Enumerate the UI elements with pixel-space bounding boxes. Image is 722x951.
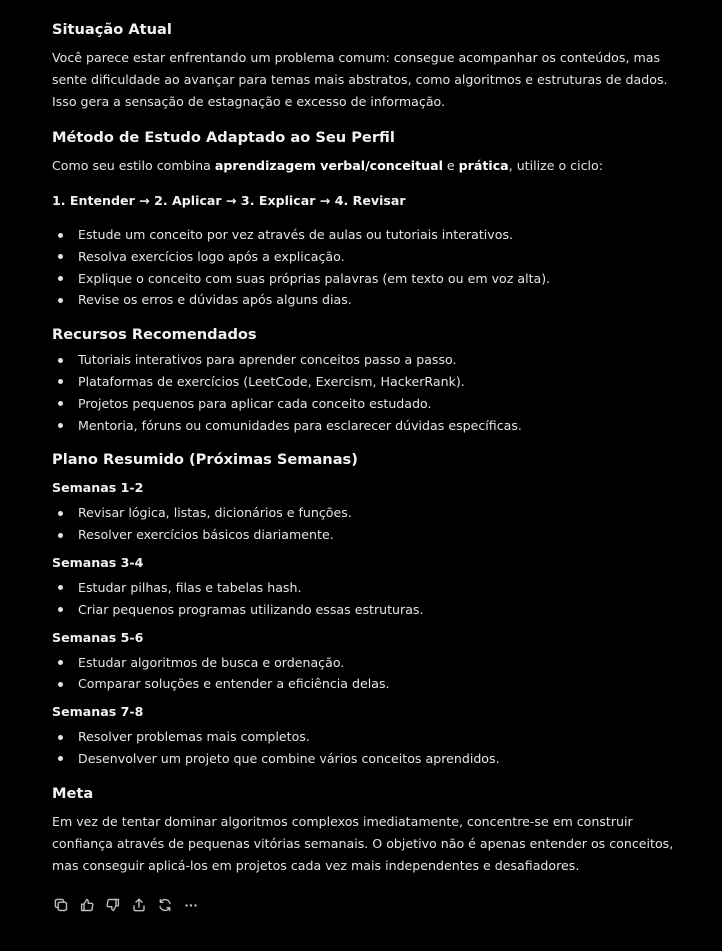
list-item: Explique o conceito com suas próprias palavras (em texto ou em voz alta). xyxy=(52,268,682,290)
list-item: Estudar algoritmos de busca e ordenação. xyxy=(52,652,682,674)
list-item: Mentoria, fóruns ou comunidades para esclarecer dúvidas específicas. xyxy=(52,415,682,437)
section-title-meta: Meta xyxy=(52,784,94,802)
metodo-intro-mid: e xyxy=(442,158,459,173)
metodo-intro xyxy=(52,155,682,177)
meta-paragraph: Em vez de tentar dominar algoritmos complexos imediatamente, concentre-se em construir confiança através de pequenas vitórias semanais. O objetivo não é apenas entender os conceitos, mas conseguir aplicá-los em projetos cada vez mais independentes e desafiadores. xyxy=(52,813,674,873)
section-title-situacao: Situação Atual xyxy=(52,21,172,38)
week-list xyxy=(52,652,682,696)
metodo-list xyxy=(52,224,682,311)
list-item: Plataformas de exercícios (LeetCode, Exercism, HackerRank). xyxy=(52,371,682,393)
section-title-recursos: Recursos Recomendados xyxy=(52,326,257,344)
copy-icon[interactable] xyxy=(52,896,70,914)
list-item: Desenvolver um projeto que combine vários conceitos aprendidos. xyxy=(52,748,682,770)
list-item: Projetos pequenos para aplicar cada conceito estudado. xyxy=(52,393,682,415)
situacao-paragraph: Você parece estar enfrentando um problema comum: consegue acompanhar os conteúdos, mas sente dificuldade ao avançar para temas mais abstratos, como algoritmos e estruturas de dados. Isso gera a sensação de estagnação e excesso de informação. xyxy=(52,50,668,109)
share-icon[interactable] xyxy=(130,896,148,914)
list-item: Tutoriais interativos para aprender conceitos passo a passo. xyxy=(52,349,682,371)
recursos-list xyxy=(52,349,682,436)
list-item: Resolver exercícios básicos diariamente. xyxy=(52,524,682,546)
list-item: Criar pequenos programas utilizando essas estruturas. xyxy=(52,599,682,621)
list-item: Resolva exercícios logo após a explicação. xyxy=(52,246,682,268)
metodo-intro-bold1: aprendizagem verbal/conceitual xyxy=(214,158,443,173)
regenerate-icon[interactable] xyxy=(156,896,174,914)
section-title-plano: Plano Resumido (Próximas Semanas) xyxy=(52,451,358,469)
message-actions xyxy=(52,896,208,914)
week-label: Semanas 5-6 xyxy=(52,629,144,645)
section-title-metodo: Método de Estudo Adaptado ao Seu Perfil xyxy=(52,129,395,146)
list-item: Revisar lógica, listas, dicionários e funções. xyxy=(52,502,682,524)
list-item: Revise os erros e dúvidas após alguns dias. xyxy=(52,289,682,311)
week-label: Semanas 7-8 xyxy=(52,704,144,720)
thumbs-up-icon[interactable] xyxy=(78,896,96,914)
metodo-intro-pre: Como seu estilo combina xyxy=(52,158,215,173)
metodo-intro-bold2: prática xyxy=(458,158,509,173)
thumbs-down-icon[interactable] xyxy=(104,896,122,914)
study-cycle: 1. Entender → 2. Aplicar → 3. Explicar → 4. Revisar xyxy=(52,193,406,208)
metodo-intro-post: , utilize o ciclo: xyxy=(508,158,603,173)
list-item: Estudar pilhas, filas e tabelas hash. xyxy=(52,577,682,599)
week-list xyxy=(52,502,682,546)
list-item: Estude um conceito por vez através de aulas ou tutoriais interativos. xyxy=(52,224,682,246)
list-item: Resolver problemas mais completos. xyxy=(52,726,682,748)
list-item: Comparar soluções e entender a eficiência delas. xyxy=(52,673,682,695)
week-list xyxy=(52,577,682,621)
week-list xyxy=(52,726,682,770)
week-label: Semanas 1-2 xyxy=(52,480,144,496)
week-label: Semanas 3-4 xyxy=(52,554,144,570)
more-icon[interactable] xyxy=(182,896,200,914)
